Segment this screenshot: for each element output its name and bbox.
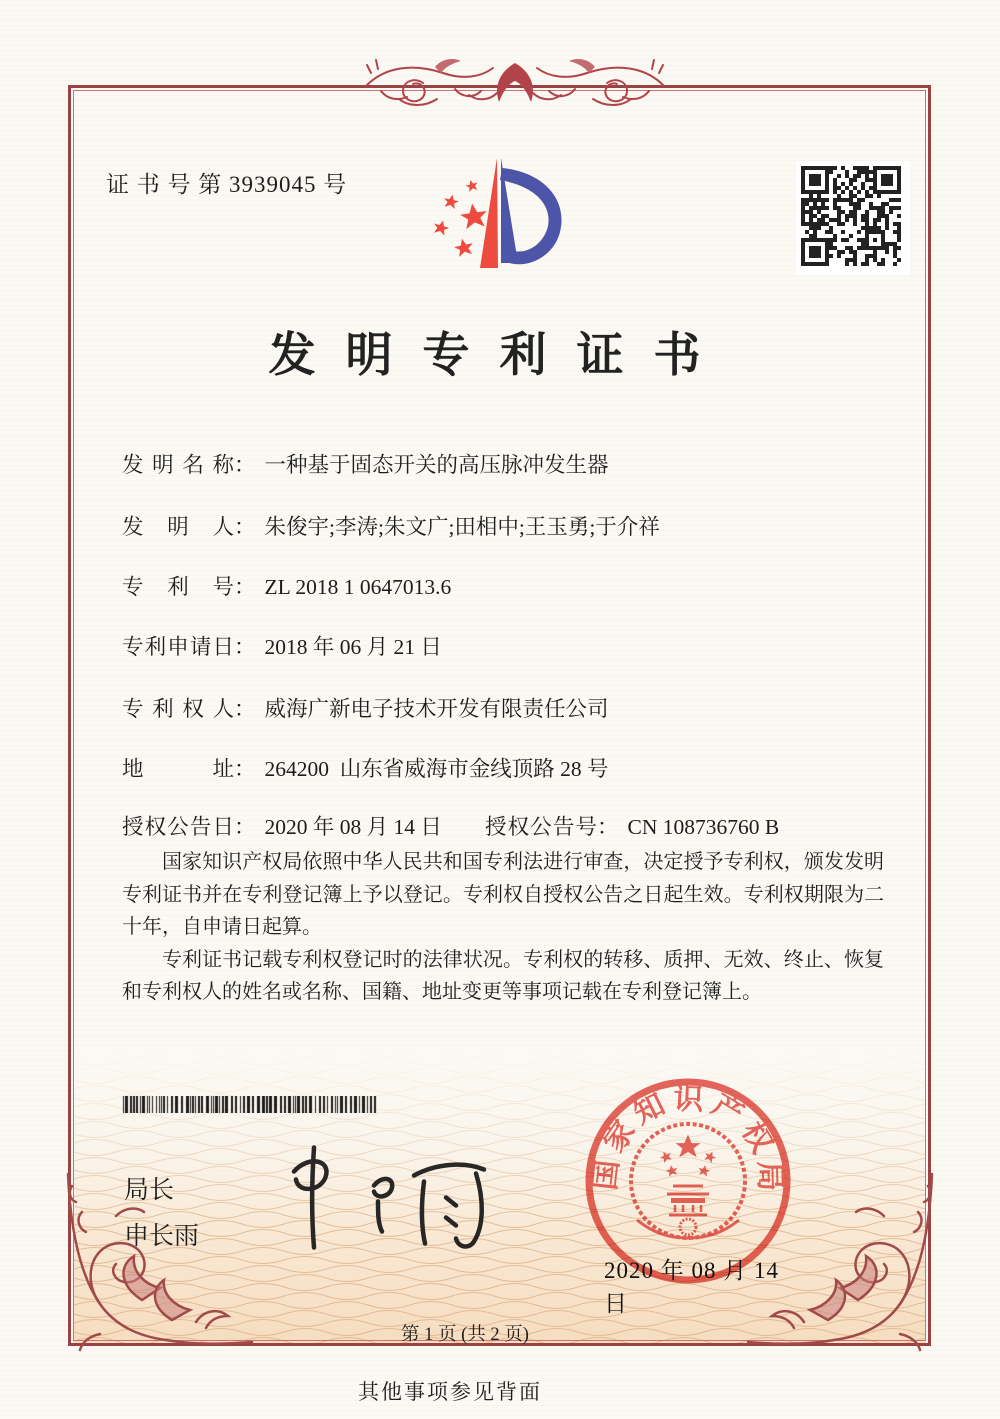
field-label: 发明人 xyxy=(122,515,234,539)
national-emblem-icon xyxy=(631,1124,745,1238)
field-row: 专利权人： 威海广新电子技术开发有限责任公司 xyxy=(122,692,609,723)
certificate-number: 证 书 号 第 3939045 号 xyxy=(106,172,348,197)
field-row: 地址： 264200 山东省威海市金线顶路 28 号 xyxy=(122,752,609,783)
page-title: 发明专利证书 xyxy=(268,330,731,382)
page-number: 第 1 页 (共 2 页) xyxy=(401,1325,529,1345)
signature xyxy=(278,1140,508,1255)
legal-paragraph: 国家知识产权局依照中华人民共和国专利法进行审查，决定授予专利权，颁发发明专利证书并在专利登记簿上予以登记。专利权自授权公告之日起生效。专利权期限为二十年，自申请日起算。 xyxy=(122,851,884,938)
field-row: 发明人： 朱俊宇;李涛;朱文广;田相中;王玉勇;于介祥 xyxy=(122,510,660,541)
top-ornament xyxy=(365,54,665,116)
field-label: 授权公告日 xyxy=(122,815,234,839)
field-label: 专利号 xyxy=(122,575,234,599)
legal-text xyxy=(122,846,884,1009)
footer-note: 其他事项参见背面 xyxy=(358,1380,542,1404)
field-row: 授权公告日： 2020 年 08 月 14 日 授权公告号： CN 108736760 B xyxy=(122,810,922,841)
field-value: ZL 2018 1 0647013.6 xyxy=(264,575,452,599)
field-value: 一种基于固态开关的高压脉冲发生器 xyxy=(264,453,609,477)
field-label: 专利申请日 xyxy=(122,635,234,659)
field-value: 威海广新电子技术开发有限责任公司 xyxy=(264,697,609,721)
field-row: 专利申请日： 2018 年 06 月 21 日 xyxy=(122,630,442,661)
field-value: CN 108736760 B xyxy=(627,815,780,839)
field-label: 地址 xyxy=(122,757,234,781)
barcode xyxy=(122,1096,378,1113)
logo-stars-icon xyxy=(432,178,489,257)
field-label: 授权公告号 xyxy=(485,815,597,839)
field-row: 发明名称： 一种基于固态开关的高压脉冲发生器 xyxy=(122,448,609,479)
field-value: 2018 年 06 月 21 日 xyxy=(264,635,442,659)
field-value: 2020 年 08 月 14 日 xyxy=(264,815,442,839)
field-label: 专利权人 xyxy=(122,697,234,721)
seal-date: 2020 年 08 月 14 日 xyxy=(604,1258,779,1316)
field-label: 发明名称 xyxy=(122,453,234,477)
qr-code xyxy=(796,161,910,275)
field-value: 朱俊宇;李涛;朱文广;田相中;王玉勇;于介祥 xyxy=(264,515,660,539)
field-value: 264200 山东省威海市金线顶路 28 号 xyxy=(264,757,609,781)
signer-name: 申长雨 xyxy=(124,1222,200,1250)
cnipa-logo xyxy=(428,148,598,288)
seal-text: 国家知识产权局 xyxy=(588,1082,787,1198)
legal-paragraph: 专利证书记载专利权登记时的法律状况。专利权的转移、质押、无效、终止、恢复和专利权人的姓名或名称、国籍、地址变更等事项记载在专利登记簿上。 xyxy=(122,948,884,1003)
field-row: 专利号： ZL 2018 1 0647013.6 xyxy=(122,570,451,601)
signer-role: 局长 xyxy=(124,1176,175,1204)
